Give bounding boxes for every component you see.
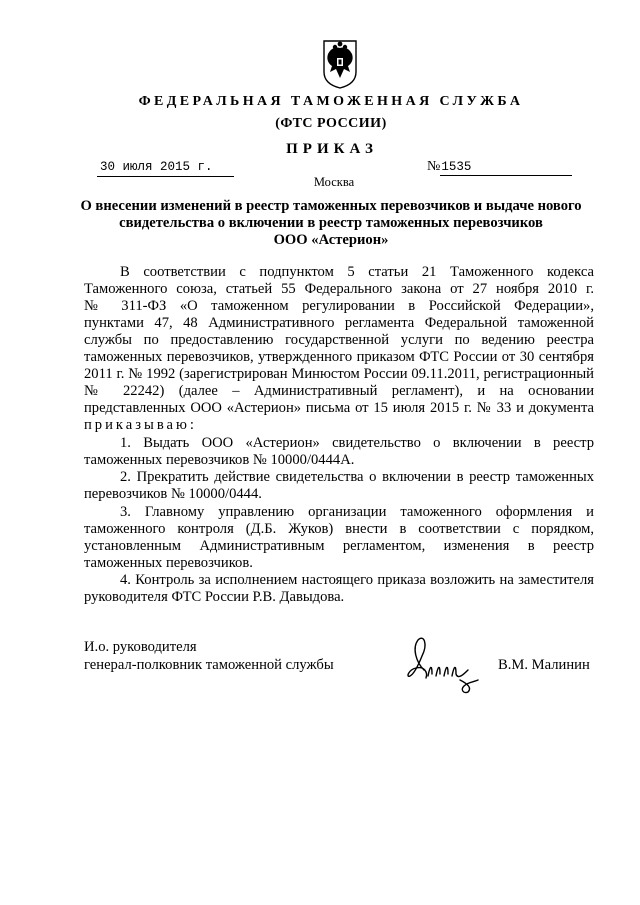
text-line: Таможенного союза, статьей 55 Федерального закона от 27 ноября 2010 г. <box>84 281 594 297</box>
text-line: таможенного контроля (Д.Б. Жуков) внести в соответствии с порядком, <box>84 520 594 537</box>
document-type: ПРИКАЗ <box>286 141 378 157</box>
title-line: О внесении изменений в реестр таможенных перевозчиков и выдаче нового <box>80 198 582 214</box>
text-line: 1. Выдать ООО «Астерион» свидетельство о включении в реестр <box>120 434 594 451</box>
text-line: руководителя ФТС России Р.В. Давыдова. <box>84 589 345 606</box>
preamble-paragraph <box>84 264 594 434</box>
order-word: приказываю: <box>84 417 197 433</box>
order-item-3 <box>84 504 594 572</box>
text-line: В соответствии с подпунктом 5 статьи 21 Таможенного кодекса <box>120 264 594 280</box>
text-line: перевозчиков № 10000/0444. <box>84 486 262 503</box>
order-item-2 <box>84 469 594 503</box>
text-line: 2. Прекратить действие свидетельства о включении в реестр таможенных <box>120 469 594 486</box>
order-number <box>427 159 580 176</box>
coat-of-arms-emblem <box>320 38 360 90</box>
text-line: 3. Главному управлению организации таможенного оформления и <box>120 503 594 520</box>
order-date: 30 июля 2015 г. <box>97 160 234 177</box>
order-item-1 <box>84 435 594 469</box>
number-sign: № <box>427 159 441 174</box>
text-line: установленным Административным регламентом, изменения в реестр <box>84 537 594 554</box>
text-line: 4. Контроль за исполнением настоящего приказа возложить на заместителя <box>120 572 594 589</box>
signatory-name: В.М. Малинин <box>498 657 590 673</box>
title-line: свидетельства о включении в реестр таможенных перевозчиков <box>119 215 543 231</box>
order-item-4 <box>84 572 594 606</box>
organization-short-name: (ФТС РОССИИ) <box>275 116 387 131</box>
text-line: № 22242) (далее – Административный регламент), и на основании <box>84 383 594 399</box>
text-line: представленных ООО «Астерион» письма от 15 июля 2015 г. № 33 и документа <box>84 400 594 416</box>
document-title <box>0 198 640 249</box>
text-line: службы по предоставлению государственной услуги по ведению реестра <box>84 332 594 348</box>
text-line: таможенных перевозчиков № 10000/0444А. <box>84 451 355 468</box>
signatory-position: И.о. руководителя <box>84 639 197 655</box>
signatory-rank: генерал-полковник таможенной службы <box>84 657 334 673</box>
organization-name: ФЕДЕРАЛЬНАЯ ТАМОЖЕННАЯ СЛУЖБА <box>138 94 524 109</box>
title-line: ООО «Астерион» <box>273 232 389 248</box>
text-line: № 311-ФЗ «О таможенном регулировании в Российской Федерации», <box>84 298 594 314</box>
text-line: таможенных перевозчиков, утвержденного приказом ФТС России от 30 сентября <box>84 349 594 365</box>
handwritten-signature <box>402 630 484 696</box>
text-line: таможенных перевозчиков. <box>84 554 253 571</box>
document-body <box>84 264 594 607</box>
order-number-value: 1535 <box>440 160 572 176</box>
city: Москва <box>313 175 355 189</box>
text-line: 2011 г. № 1992 (зарегистрирован Минюстом России 09.11.2011, регистрационный <box>84 366 594 382</box>
text-line: пунктами 47, 48 Административного регламента Федеральной таможенной <box>84 315 594 331</box>
